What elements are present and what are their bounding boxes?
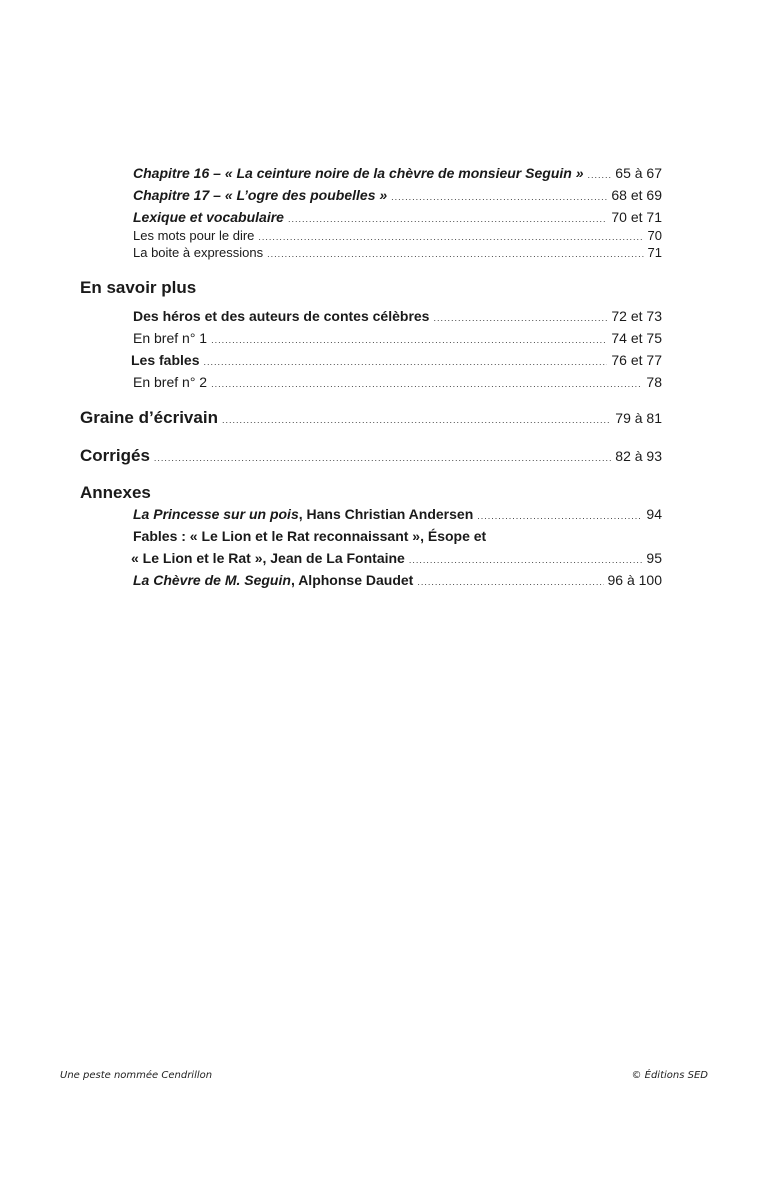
toc-entry-label: Fables : « Le Lion et le Rat reconnaissant », Ésope et <box>133 528 487 544</box>
toc-entry-page: 65 à 67 <box>615 165 662 181</box>
toc-entry-princesse[interactable] <box>133 506 662 522</box>
toc-entry-label <box>133 506 473 522</box>
toc-entry-label: Chapitre 17 – « L’ogre des poubelles » <box>133 187 388 203</box>
work-author: , Hans Christian Andersen <box>298 506 474 522</box>
toc-entry-page: 70 et 71 <box>611 209 662 225</box>
section-heading-corriges: Corrigés <box>80 446 150 465</box>
dot-leader <box>222 415 611 425</box>
toc-entry-page: 76 et 77 <box>611 352 662 368</box>
toc-entry-label: Les mots pour le dire <box>133 228 255 243</box>
toc-entry-boite[interactable] <box>133 245 662 260</box>
dot-leader <box>258 232 643 242</box>
toc-entry-fables[interactable] <box>131 352 662 368</box>
dot-leader <box>211 379 642 389</box>
toc-entry-page: 96 à 100 <box>607 572 662 588</box>
toc-entry-chapitre-16[interactable] <box>133 165 662 181</box>
dot-leader <box>391 192 607 202</box>
work-title: La Chèvre de M. Seguin <box>133 572 291 588</box>
dot-leader <box>211 335 607 345</box>
toc-entry-en-bref-1[interactable] <box>133 330 662 346</box>
toc-entry-label: « Le Lion et le Rat », Jean de La Fontaine <box>131 550 405 566</box>
toc-entry-label: La boite à expressions <box>133 245 264 260</box>
toc-section-graine[interactable] <box>80 408 662 428</box>
dot-leader <box>203 357 607 367</box>
toc-entry-page: 74 et 75 <box>611 330 662 346</box>
toc-entry-label: En bref n° 2 <box>133 374 208 390</box>
toc-entry-page: 94 <box>646 506 662 522</box>
toc-entry-label <box>133 572 413 588</box>
toc-entry-label: Lexique et vocabulaire <box>133 209 284 225</box>
section-heading-en-savoir-plus: En savoir plus <box>80 278 197 297</box>
dot-leader <box>154 453 611 463</box>
toc-entry-chapitre-17[interactable] <box>133 187 662 203</box>
work-author: , Alphonse Daudet <box>290 572 414 588</box>
toc-entry-page: 71 <box>647 245 662 260</box>
section-heading-annexes: Annexes <box>80 483 151 502</box>
footer-publisher: © Éditions SED <box>631 1070 708 1081</box>
toc-entry-label: Des héros et des auteurs de contes célèbres <box>133 308 430 324</box>
dot-leader <box>433 313 607 323</box>
dot-leader <box>417 577 603 587</box>
toc-entry-chevre[interactable] <box>133 572 662 588</box>
toc-entry-fables-line2[interactable] <box>131 550 662 566</box>
toc-entry-en-bref-2[interactable] <box>133 374 662 390</box>
dot-leader <box>288 214 607 224</box>
toc-entry-label: Les fables <box>131 352 200 368</box>
toc-section-corriges[interactable] <box>80 446 662 466</box>
section-heading-graine: Graine d’écrivain <box>80 408 218 427</box>
dot-leader <box>409 555 643 565</box>
dot-leader <box>477 511 642 521</box>
toc-entry-page: 79 à 81 <box>615 410 662 426</box>
toc-entry-page: 78 <box>646 374 662 390</box>
toc-entry-page: 95 <box>646 550 662 566</box>
toc-entry-mots[interactable] <box>133 228 662 243</box>
toc-entry-page: 82 à 93 <box>615 448 662 464</box>
toc-entry-heros[interactable] <box>133 308 662 324</box>
toc-entry-label: En bref n° 1 <box>133 330 208 346</box>
toc-entry-page: 70 <box>647 228 662 243</box>
toc-entry-fables-line1 <box>133 528 662 544</box>
dot-leader <box>267 249 643 259</box>
toc-entry-lexique[interactable] <box>133 209 662 225</box>
footer-book-title: Une peste nommée Cendrillon <box>60 1070 213 1081</box>
dot-leader <box>588 170 612 180</box>
toc-entry-page: 68 et 69 <box>611 187 662 203</box>
toc-entry-page: 72 et 73 <box>611 308 662 324</box>
toc-entry-label: Chapitre 16 – « La ceinture noire de la chèvre de monsieur Seguin » <box>133 165 584 181</box>
work-title: La Princesse sur un pois <box>133 506 299 522</box>
